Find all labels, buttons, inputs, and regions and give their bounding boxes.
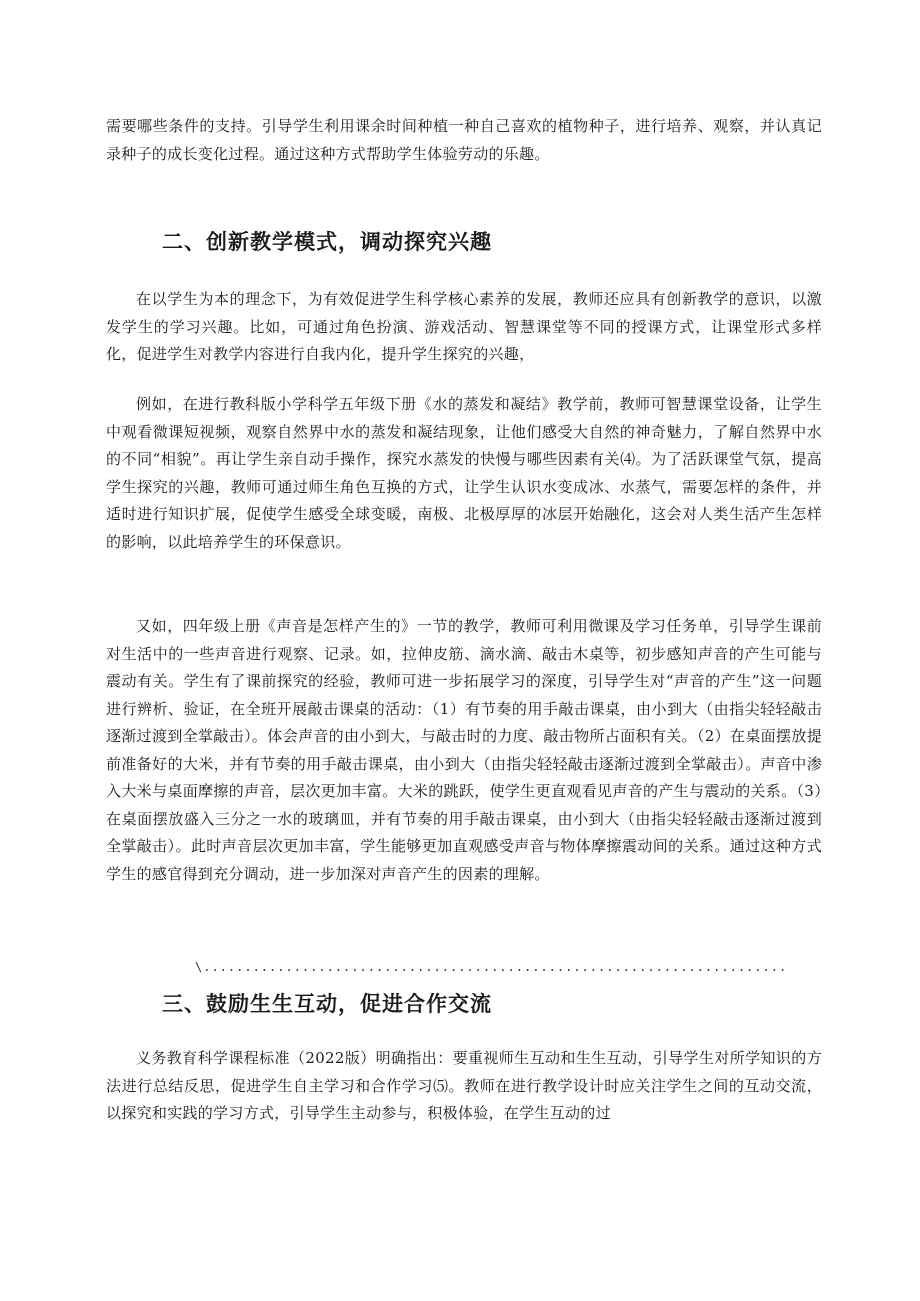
paragraph-s2-p1: 在以学生为本的理念下，为有效促进学生科学核心素养的发展，教师还应具有创新教学的意识，以激发学生的学习兴趣。比如，可通过角色扮演、游戏活动、智慧课堂等不同的授课方式，让课堂形式多样化，促进学生对教学内容进行自我内化，提升学生探究的兴趣， bbox=[106, 290, 822, 363]
paragraph-intro: 需要哪些条件的支持。引导学生利用课余时间种植一种自己喜欢的植物种子，进行培养、观察，并认真记录种子的成长变化过程。通过这种方式帮助学生体验劳动的乐趣。 bbox=[106, 117, 822, 163]
paragraph-s3-p1: 义务教育科学课程标准（2022版）明确指出：要重视师生互动和生生互动，引导学生对所学知识的方法进行总结反思，促进学生自主学习和合作学习⑸。教师在进行教学设计时应关注学生之间的互动交流，以探究和实践的学习方式，引导学生主动参与，积极体验，在学生互动的过 bbox=[106, 1049, 822, 1122]
paragraph-s2-p2: 例如，在进行教科版小学科学五年级下册《水的蒸发和凝结》教学前，教师可智慧课堂设备，让学生中观看微课短视频，观察自然界中水的蒸发和凝结现象，让他们感受大自然的神奇魅力，了解自然界中水的不同“相貌”。再让学生亲自动手操作，探究水蒸发的快慢与哪些因素有关⑷。为了活跃课堂气氛，提高学生探究的兴趣，教师可通过师生角色互换的方式，让学生认识水变成冰、水蒸气，需要怎样的条件，并适时进行知识扩展，促使学生感受全球变暖，南极、北极厚厚的冰层开始融化，这会对人类生活产生怎样的影响，以此培养学生的环保意识。 bbox=[106, 395, 822, 551]
section-heading-3: 三、鼓励生生互动，促进合作交流 bbox=[162, 992, 492, 1016]
section-heading-2: 二、创新教学模式，调动探究兴趣 bbox=[162, 230, 492, 254]
separator-dots: \....................................................................... bbox=[195, 960, 788, 974]
paragraph-s2-p3: 又如，四年级上册《声音是怎样产生的》一节的教学，教师可利用微课及学习任务单，引导学生课前对生活中的一些声音进行观察、记录。如，拉伸皮筋、滴水滴、敲击木桌等，初步感知声音的产生可能与震动有关。学生有了课前探究的经验，教师可进一步拓展学习的深度，引导学生对“声音的产生”这一问题进行辨析、验证，在全班开展敲击课桌的活动：（1）有节奏的用手敲击课桌，由小到大（由指尖轻轻敲击逐渐过渡到全掌敲击）。体会声音的由小到大，与敲击时的力度、敲击物所占面积有关。（2）在桌面摆放提前准备好的大米，并有节奏的用手敲击课桌，由小到大（由指尖轻轻敲击逐渐过渡到全掌敲击）。声音中渗入大米与桌面摩擦的声音，层次更加丰富。大米的跳跃，使学生更直观看见声音的产生与震动的关系。（3）在桌面摆放盛入三分之一水的玻璃皿，并有节奏的用手敲击课桌，由小到大（由指尖轻轻敲击逐渐过渡到全掌敲击）。此时声音层次更加丰富，学生能够更加直观感受声音与物体摩擦震动间的关系。通过这种方式学生的感官得到充分调动，进一步加深对声音产生的因素的理解。 bbox=[106, 617, 822, 883]
